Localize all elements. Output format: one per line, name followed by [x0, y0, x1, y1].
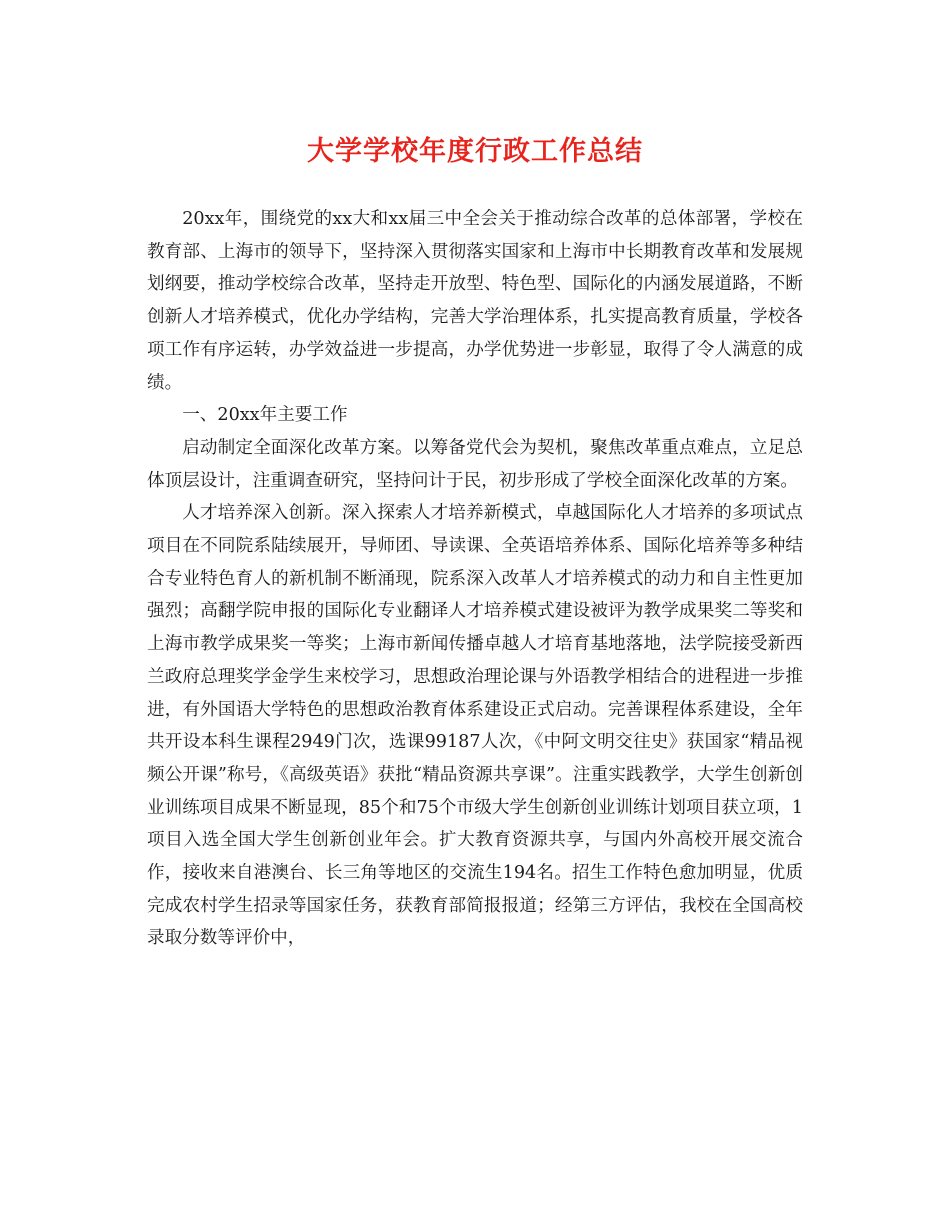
intro-paragraph: 20xx年，围绕党的xx大和xx届三中全会关于推动综合改革的总体部署，学校在教育部、上海市的领导下，坚持深入贯彻落实国家和上海市中长期教育改革和发展规划纲要，推动学校综合改革，坚持走开放型、特色型、国际化的内涵发展道路，不断创新人才培养模式，优化办学结构，完善大学治理体系，扎实提高教育质量，学校各项工作有序运转，办学效益进一步提高，办学优势进一步彰显，取得了令人满意的成绩。 [147, 209, 803, 393]
reform-paragraph: 启动制定全面深化改革方案。以筹备党代会为契机，聚焦改革重点难点，立足总体顶层设计，注重调查研究，坚持问计于民，初步形成了学校全面深化改革的方案。 [147, 437, 803, 491]
document-body [147, 203, 803, 955]
talent-training-paragraph: 人才培养深入创新。深入探索人才培养新模式，卓越国际化人才培养的多项试点项目在不同院系陆续展开，导师团、导读课、全英语培养体系、国际化培养等多种结合专业特色育人的新机制不断涌现，院系深入改革人才培养模式的动力和自主性更加强烈；高翻学院申报的国际化专业翻译人才培养模式建设被评为教学成果奖二等奖和上海市教学成果奖一等奖；上海市新闻传播卓越人才培育基地落地，法学院接受新西兰政府总理奖学金学生来校学习，思想政治理论课与外语教学相结合的进程进一步推进，有外国语大学特色的思想政治教育体系建设正式启动。完善课程体系建设，全年共开设本科生课程2949门次，选课99187人次，《中阿文明交往史》获国家“精品视频公开课”称号，《高级英语》获批“精品资源共享课”。注重实践教学，大学生创新创业训练项目成果不断显现，85个和75个市级大学生创新创业训练计划项目获立项，1项目入选全国大学生创新创业年会。扩大教育资源共享，与国内外高校开展交流合作，接收来自港澳台、长三角等地区的交流生194名。招生工作特色愈加明显，优质完成农村学生招录等国家任务，获教育部简报报道；经第三方评估，我校在全国高校录取分数等评价中， [147, 503, 803, 949]
section-heading: 一、20xx年主要工作 [182, 405, 348, 426]
document-title: 大学学校年度行政工作总结 [307, 136, 643, 167]
